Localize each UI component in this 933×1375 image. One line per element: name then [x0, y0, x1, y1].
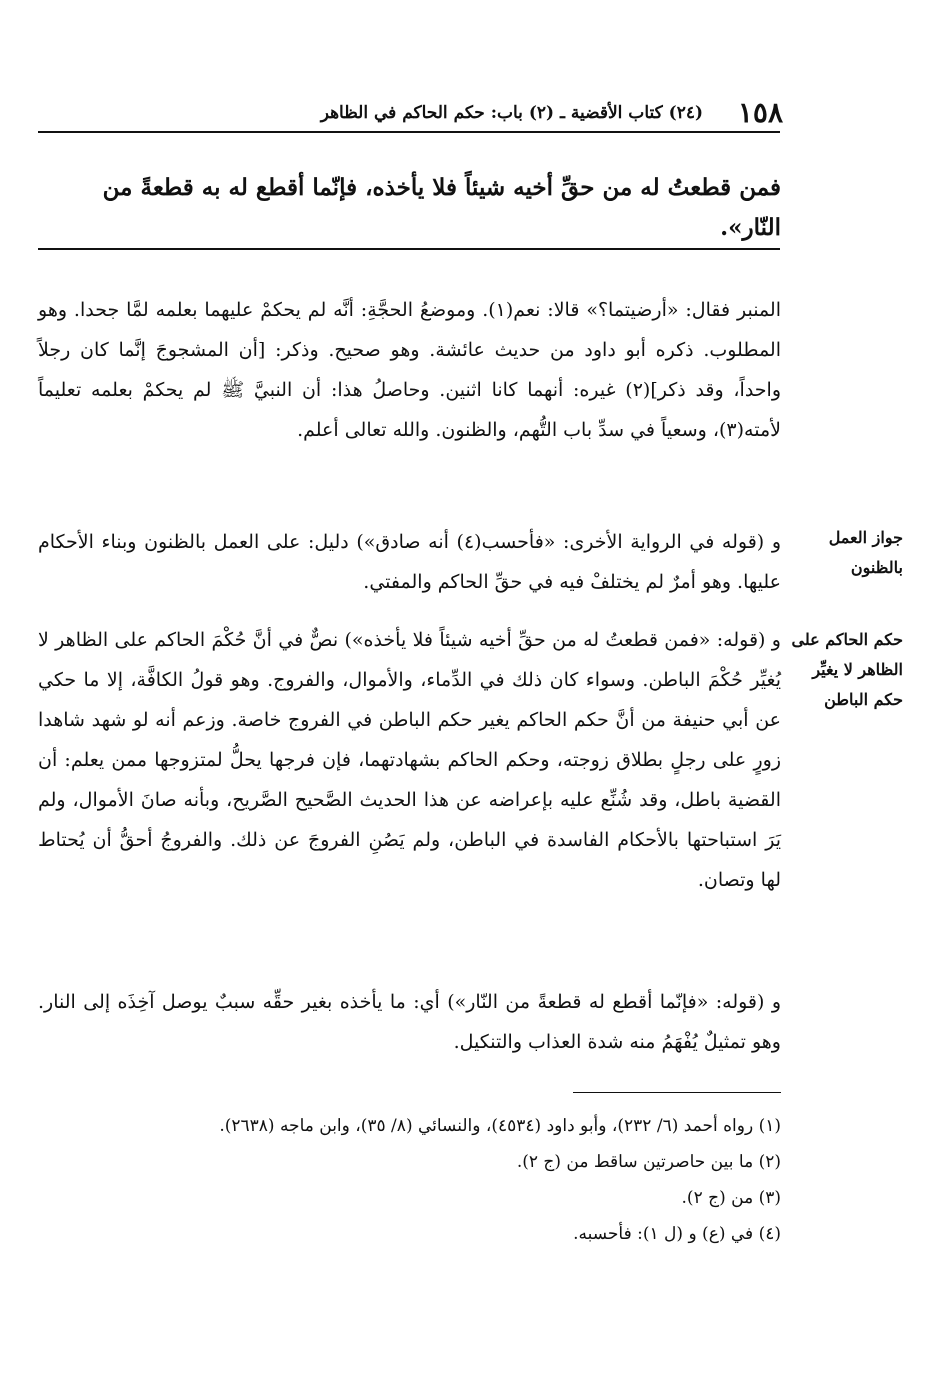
paragraph-text: المنبر فقال: «أرضيتما؟» قالا: نعم(١). وموضعُ الحجَّةِ: أنَّه لم يحكمْ عليهما بعلمه لمَّا جحدا. وهو المطلوب. ذكره أبو داود من حديث عائشة. وهو صحيح. وذكر: [أن المشجوجَ إنَّما كان رجلاً واحداً، وقد ذكر](٢) غيره: أنهما كانا اثنين. وحاصلُ هذا: أن النبيَّ ﷺ لم يحكمْ بعلمه تعليماً لأمته(٣)، وسعياً في سدِّ باب التُّهم، والظنون. والله تعالى أعلم. [38, 299, 781, 441]
commentary-paragraph-2 [38, 522, 781, 602]
footnote-4: (٤) في (ع) و (ل ١): فأحسبه. [573, 1224, 781, 1244]
side-note-working-with-conjecture: جواز العمل بالظنون [828, 528, 903, 577]
matn-separator-rule [38, 248, 780, 250]
paragraph-text: و (قوله: «فمن قطعتُ له من حقِّ أخيه شيئاً فلا يأخذه») نصٌّ في أنَّ حُكْمَ الحاكم على الظاهر لا يُغيِّر حُكْمَ الباطن. وسواء كان ذلك في الدِّماء، والأموال، والفروج. وهو قولُ الكافَّة، إلا ما حكي عن أبي حنيفة من أنَّ حكم الحاكم يغير حكم الباطن في الفروج خاصة. وزعم أنه لو شهد شاهدا زورٍ على رجلٍ بطلاق زوجته، وحكم الحاكم بشهادتهما، فإن فرجها يحلُّ لمتزوجها ممن يعلم: أن القضية باطل، وقد شُنِّع عليه بإعراضه عن هذا الحديث الصَّحيح الصَّريح، وبأنه صانَ الأموال، ولم يَرَ استباحتها بالأحكام الفاسدة في الباطن، ولم يَصُنِ الفروجَ عن ذلك. والفروجُ أحقُّ أن يُحتاط لها وتصان. [38, 629, 781, 891]
commentary-paragraph-1 [38, 290, 781, 450]
footnote-rule [573, 1092, 781, 1093]
header-rule [38, 131, 780, 133]
page-number: ١٥٨ [737, 96, 783, 129]
side-note-judge-ruling: حكم الحاكم على الظاهر لا يغيِّر حكم الباطن [791, 630, 903, 709]
footnote-3: (٣) من (ج ٢). [681, 1188, 781, 1208]
commentary-paragraph-4 [38, 982, 781, 1062]
running-head: (٢٤) كتاب الأقضية ـ (٢) باب: حكم الحاكم في الظاهر [320, 103, 703, 123]
paragraph-text: و (قوله: «فإنّما أقطع له قطعةً من النّار») أي: ما يأخذه بغير حقِّه سببٌ يوصل آخِذَه إلى النار. وهو تمثيلٌ يُفْهَمُ منه شدة العذاب والتنكيل. [38, 991, 781, 1053]
footnotes [38, 1108, 781, 1252]
hadith-text: فمن قطعتُ له من حقِّ أخيه شيئاً فلا يأخذه، فإنّما أقطع له به قطعةً من النّار». [102, 174, 781, 241]
commentary-paragraph-3 [38, 620, 781, 900]
paragraph-text: و (قوله في الرواية الأخرى: «فأحسب(٤) أنه صادق») دليل: على العمل بالظنون وبناء الأحكام عليها. وهو أمرٌ لم يختلفْ فيه في حقِّ الحاكم والمفتي. [38, 531, 781, 593]
footnote-2: (٢) ما بين حاصرتين ساقط من (ج ٢). [516, 1152, 781, 1172]
footnote-1: (١) رواه أحمد (٦/ ٢٣٢)، وأبو داود (٤٥٣٤)، والنسائي (٨/ ٣٥)، وابن ماجه (٢٦٣٨). [219, 1116, 781, 1136]
